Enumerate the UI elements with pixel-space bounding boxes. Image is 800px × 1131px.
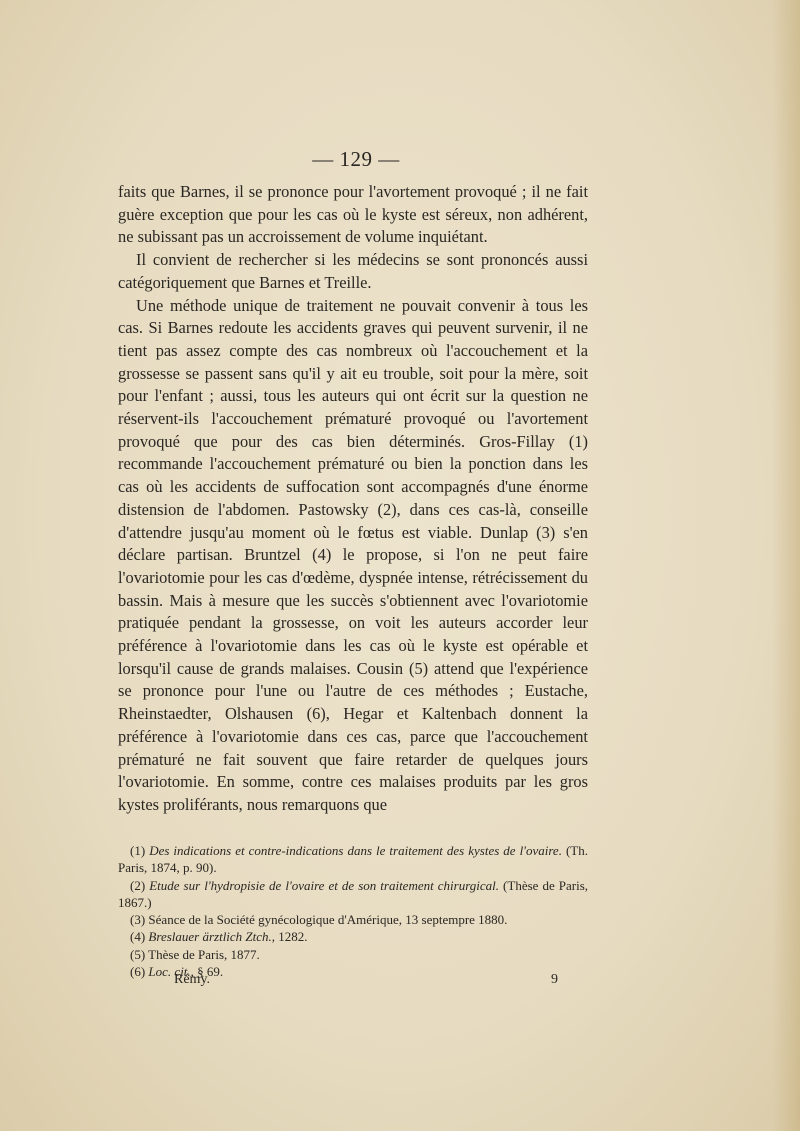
- footnote-number: (3): [130, 912, 146, 928]
- footnotes: [118, 842, 588, 980]
- footnote-1: [118, 842, 588, 877]
- footer-author: Rémy.: [174, 972, 211, 987]
- footnote-title: Breslauer ärztlich Ztch.,: [148, 929, 276, 945]
- footnote-5: [118, 946, 588, 963]
- footnote-number: (1): [130, 843, 146, 858]
- footer-signature-mark: 9: [551, 972, 558, 987]
- page-number: — 129 —: [312, 147, 400, 171]
- footnote-title: Des indications et contre-indications dans le traitement des kystes de l'ovaire.: [149, 843, 562, 858]
- page-edge-shadow: [772, 0, 800, 1131]
- footnote-number: (5): [130, 946, 146, 962]
- footnote-4: [118, 928, 588, 945]
- paragraph-1: faits que Barnes, il se prononce pour l'avortement provoqué ; il ne fait guère exception que pour les cas où le kyste est séreux, non adhérent, ne subissant pas un accroissement de volume inquiétant.: [118, 182, 588, 247]
- footnote-text: (Thèse de Paris, 1867.): [118, 877, 588, 910]
- footnote-text: Séance de la Société gynécologique d'Amérique, 13 septempre 1880.: [145, 912, 508, 928]
- footnote-2: [118, 877, 588, 912]
- footnote-text: 1282.: [275, 929, 308, 945]
- paragraph-2: Il convient de rechercher si les médecins se sont prononcés aussi catégoriquement que Barnes et Treille.: [118, 250, 588, 292]
- paragraph-3: Une méthode unique de traitement ne pouvait convenir à tous les cas. Si Barnes redoute les accidents graves qui peuvent survenir, il ne tient pas assez compte des cas nombreux où l'accouchement et la grossesse se passent sans qu'il y ait eu trouble, soit pour la mère, soit pour l'enfant ; aussi, tous les auteurs qui ont écrit sur la question ne réservent-ils l'accouchement prématuré provoqué ou l'avortement provoqué que pour des cas bien déterminés. Gros-Fillay (1) recommande l'accouchement prématuré ou bien la ponction dans les cas où les accidents de suffocation sont accompagnés d'une énorme distension de l'abdomen. Pastowsky (2), dans ces cas-là, conseille d'attendre jusqu'au moment où le fœtus est viable. Dunlap (3) s'en déclare partisan. Bruntzel (4) le propose, si l'on ne peut faire l'ovariotomie pour les cas d'œdème, dyspnée intense, rétrécissement du bassin. Mais à mesure que les succès s'obtiennent avec l'ovariotomie pratiquée pendant la grossesse, on voit les auteurs accorder leur préférence à l'ovariotomie dans les cas où le kyste est opérable et lorsqu'il cause de grands malaises. Cousin (5) attend que l'expérience se prononce pour l'une ou l'autre de ces méthodes ; Eustache, Rheinstaedter, Olshausen (6), Hegar et Kaltenbach donnent la préférence à l'ovariotomie dans ces cas, parce que l'accouchement prématuré ne fait souvent que faire retarder de quelques jours l'ovariotomie. En somme, contre ces malaises produits par les gros kystes proliférants, nous remarquons que: [118, 295, 588, 814]
- footnote-number: (6): [130, 964, 146, 980]
- footnote-text: Thèse de Paris, 1877.: [145, 946, 260, 962]
- footnote-3: [118, 911, 588, 928]
- footnote-number: (4): [130, 929, 146, 945]
- body-text: [118, 181, 588, 817]
- footnote-title: Loc. cit.,: [148, 964, 194, 980]
- footnote-text: (Th. Paris, 1874, p. 90).: [118, 843, 588, 876]
- footnote-number: (2): [130, 877, 146, 893]
- footnote-title: Etude sur l'hydropisie de l'ovaire et de son traitement chirurgical.: [149, 877, 500, 893]
- footnote-text: § 69.: [193, 964, 224, 980]
